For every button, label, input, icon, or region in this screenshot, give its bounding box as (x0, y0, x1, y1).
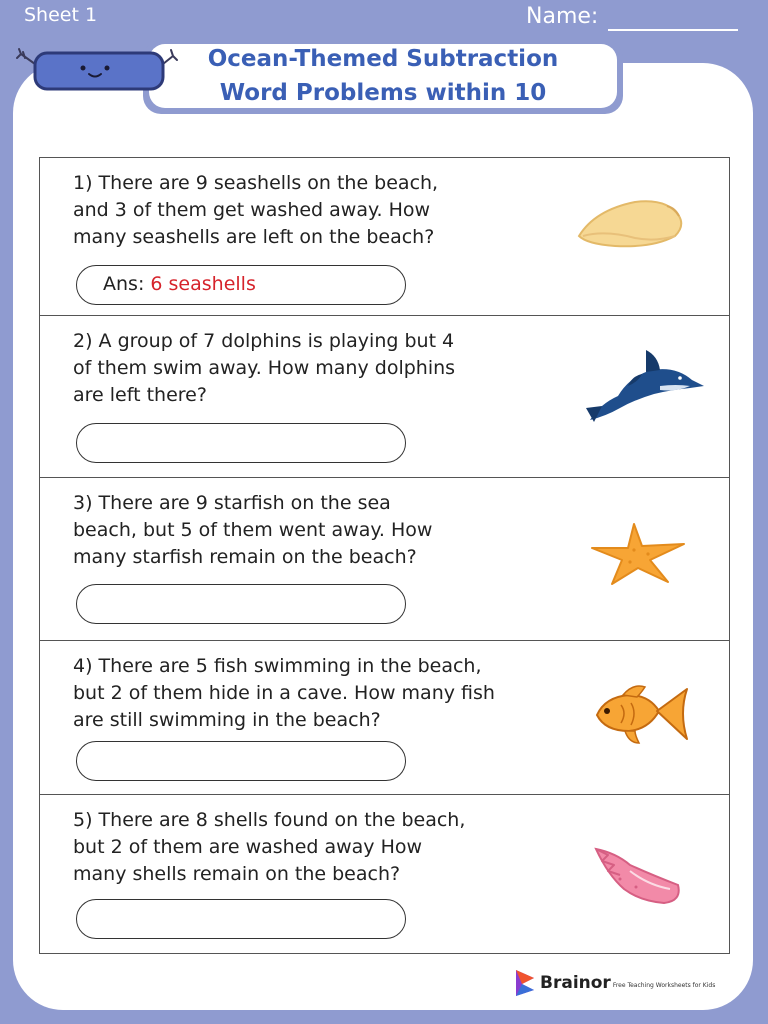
sheet-label: Sheet 1 (24, 4, 98, 26)
question-text: 3) There are 9 starfish on the sea beach, but 5 of them went away. How many starfish remain on the beach? (73, 492, 433, 568)
brand-name: Brainor (540, 973, 611, 993)
brainor-logo-icon (514, 968, 536, 998)
answer-field[interactable] (76, 741, 406, 781)
answer-value: 6 seashells (150, 273, 256, 295)
problem-item (40, 641, 729, 795)
starfish-icon (588, 520, 688, 586)
seashell-icon (575, 196, 687, 254)
problem-item (40, 158, 729, 316)
answer-prefix: Ans: (103, 273, 145, 295)
brand-tagline: Free Teaching Worksheets for Kids (612, 981, 716, 989)
problem-item (40, 478, 729, 641)
title-line-1: Ocean-Themed Subtraction (207, 46, 559, 72)
problem-item (40, 316, 729, 478)
goldfish-icon (593, 681, 691, 747)
question-text: 4) There are 5 fish swimming in the beach, but 2 of them hide in a cave. How many fish are still swimming in the beach? (73, 655, 495, 731)
question-text: 5) There are 8 shells found on the beach, but 2 of them are washed away How many shells remain on the beach? (73, 809, 466, 885)
problem-list (39, 157, 730, 954)
name-label: Name: (526, 4, 599, 29)
conch-shell-icon (590, 845, 686, 907)
answer-field[interactable] (76, 584, 406, 624)
answer-field[interactable] (76, 265, 406, 305)
footer-brand (514, 968, 715, 998)
mascot-icon (15, 44, 180, 96)
name-line[interactable] (608, 29, 738, 31)
answer-field[interactable] (76, 423, 406, 463)
question-text: 1) There are 9 seashells on the beach, and 3 of them get washed away. How many seashells are left on the beach? (73, 172, 439, 248)
answer-field[interactable] (76, 899, 406, 939)
problem-item (40, 795, 729, 955)
title-line-2: Word Problems within 10 (219, 80, 547, 106)
dolphin-icon (580, 346, 705, 426)
title-box (149, 44, 617, 108)
question-text: 2) A group of 7 dolphins is playing but 4 of them swim away. How many dolphins are left there? (73, 330, 456, 406)
